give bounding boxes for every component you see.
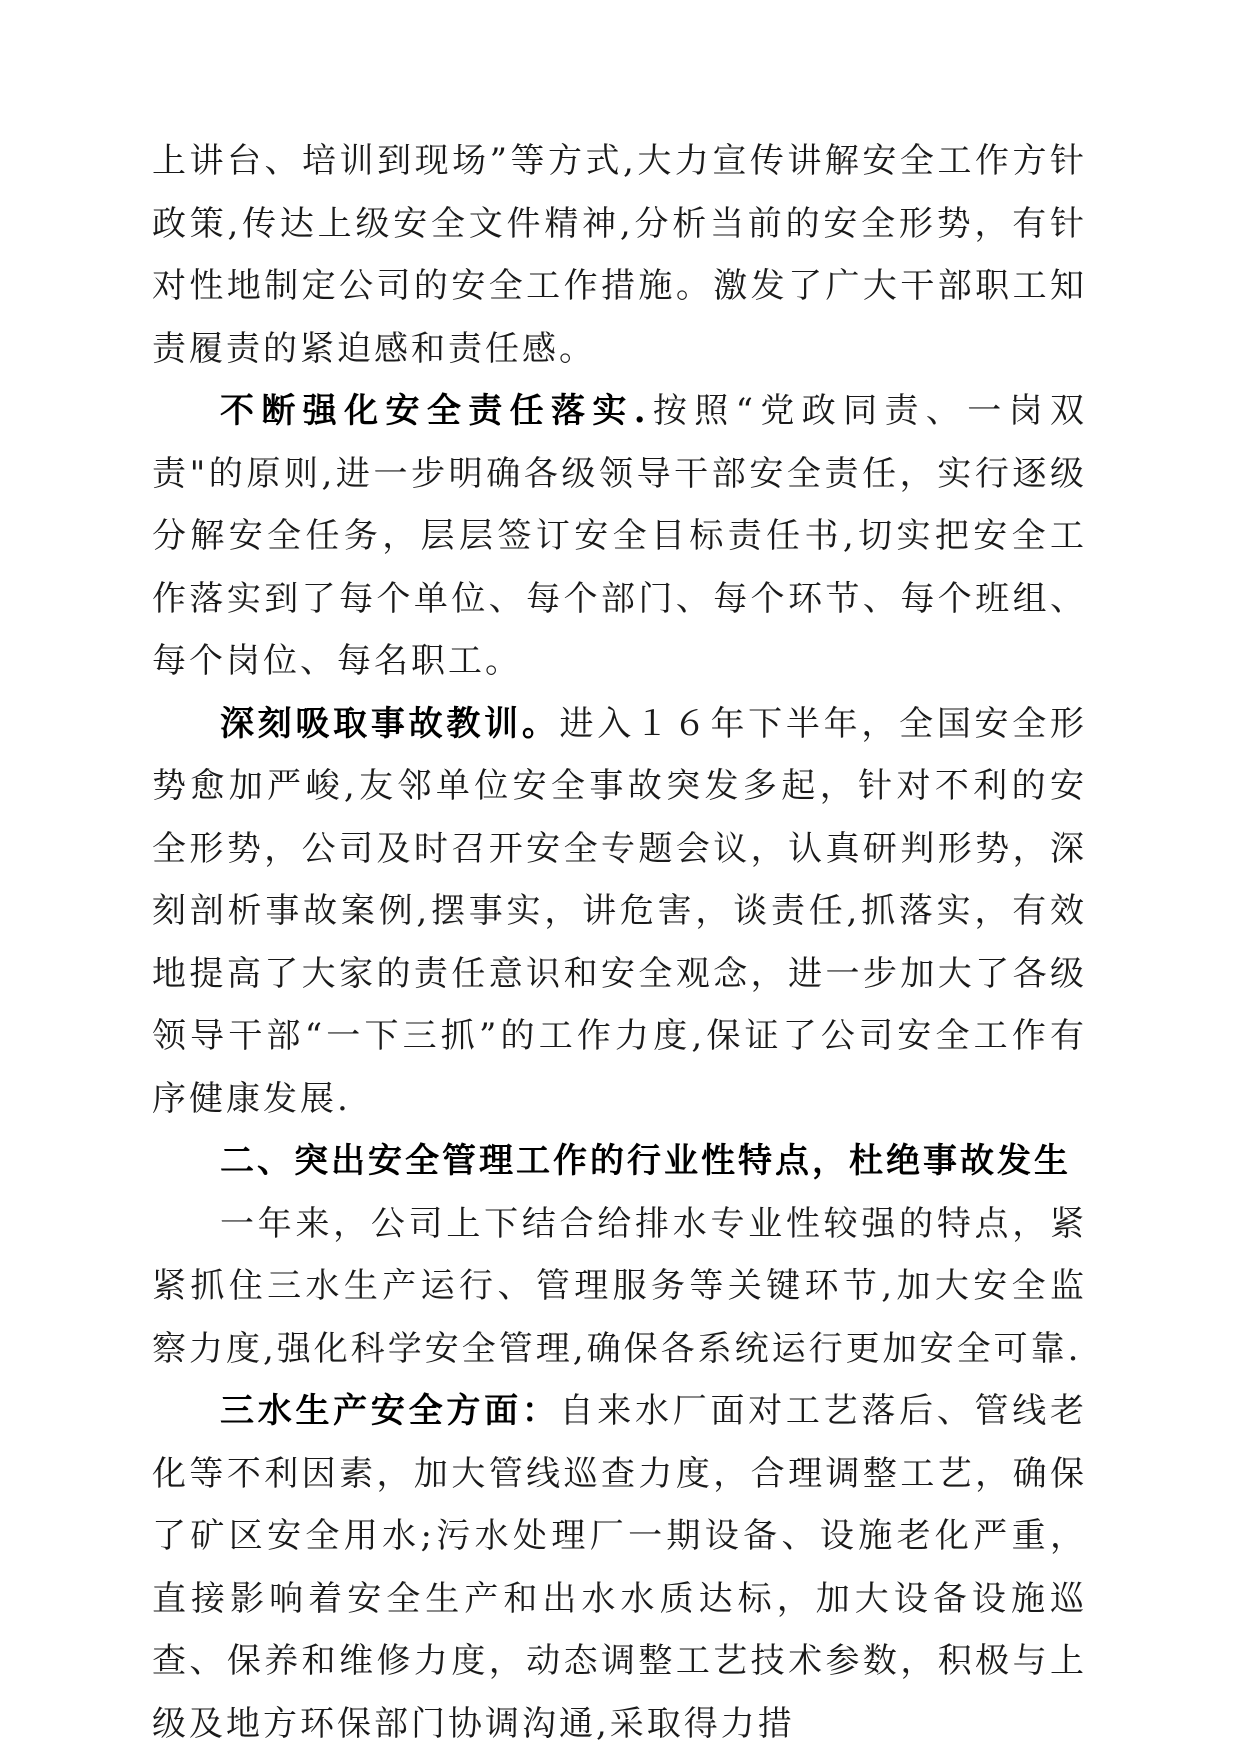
paragraph-1-text: 上讲台、培训到现场”等方式,大力宣传讲解安全工作方针政策,传达上级安全文件精神,分析当前的安全形势，有针对性地制定公司的安全工作措施。激发了广大干部职工知责履责的紧迫感和责任感。: [152, 141, 1087, 369]
paragraph-4-text: 一年来，公司上下结合给排水专业性较强的特点，紧紧抓住三水生产运行、管理服务等关键环节,加大安全监察力度,强化科学安全管理,确保各系统运行更加安全可靠.: [152, 1203, 1087, 1369]
document-body: [152, 130, 1087, 1755]
section-heading: 二、突出安全管理工作的行业性特点，杜绝事故发生: [220, 1141, 1071, 1181]
paragraph-4: [152, 1193, 1087, 1381]
paragraph-3-lead: 深刻吸取事故教训。: [220, 703, 560, 744]
paragraph-2-lead: 不断强化安全责任落实.: [220, 391, 649, 431]
paragraph-1: [152, 130, 1087, 380]
paragraph-3: [152, 693, 1087, 1131]
paragraph-3-text: 进入１６年下半年，全国安全形势愈加严峻,友邻单位安全事故突发多起，针对不利的安全形势，公司及时召开安全专题会议，认真研判形势，深刻剖析事故案例,摆事实，讲危害，谈责任,抓落实，有效地提高了大家的责任意识和安全观念，进一步加大了各级领导干部“一下三抓”的工作力度,保证了公司安全工作有序健康发展.: [152, 703, 1088, 1119]
paragraph-2: [152, 380, 1087, 693]
paragraph-5-lead: 三水生产安全方面：: [220, 1391, 560, 1431]
paragraph-5: [152, 1380, 1087, 1755]
paragraph-2-text: 按照“党政同责、一岗双责"的原则,进一步明确各级领导干部安全责任，实行逐级分解安全任务，层层签订安全目标责任书,切实把安全工作落实到了每个单位、每个部门、每个环节、每个班组、每个岗位、每名职工。: [152, 391, 1087, 681]
paragraph-5-text: 自来水厂面对工艺落后、管线老化等不利因素，加大管线巡查力度，合理调整工艺，确保了矿区安全用水;污水处理厂一期设备、设施老化严重，直接影响着安全生产和出水水质达标，加大设备设施巡查、保养和维修力度，动态调整工艺技术参数，积极与上级及地方环保部门协调沟通,采取得力措: [152, 1391, 1088, 1744]
